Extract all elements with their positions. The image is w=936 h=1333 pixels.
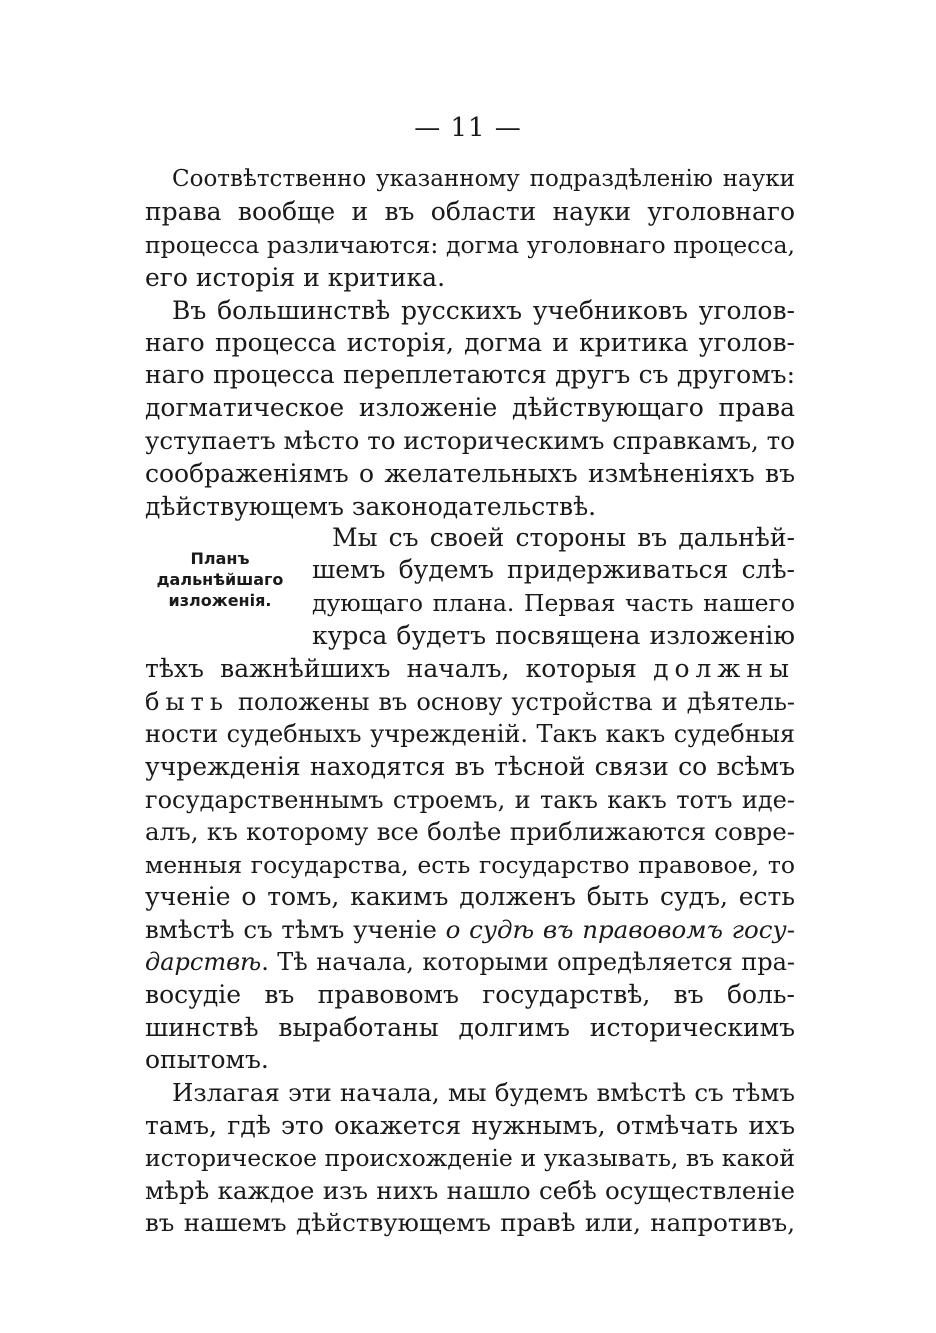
- margin-note-line: изложенія.: [168, 591, 272, 610]
- text-line: его исторія и критика.: [145, 263, 446, 292]
- italic-phrase: дарствѣ: [145, 948, 262, 976]
- text-line: [145, 946, 795, 978]
- margin-note-line: дальнѣйшаго: [156, 570, 284, 589]
- text-line: догматическое изложеніе дѣйствующаго права: [145, 393, 795, 422]
- text-line: уступаетъ мѣсто то историческимъ справкамъ, то: [145, 426, 795, 455]
- text-run: тѣхъ важнѣйшихъ началъ, которыя: [145, 654, 654, 683]
- italic-phrase: о судѣ въ правовомъ госу-: [445, 915, 795, 944]
- text-line: курса будетъ посвящена изложенію: [312, 621, 795, 650]
- text-line: [145, 686, 795, 718]
- text-line: учрежденія находятся въ тѣсной связи со всѣмъ: [145, 752, 795, 781]
- text-line: Мы съ своей стороны въ дальнѣй-: [332, 523, 795, 552]
- text-line: ученіе о томъ, какимъ долженъ быть судъ, есть: [145, 882, 795, 911]
- page-number: — 11 —: [414, 113, 522, 143]
- text-line: [145, 914, 795, 946]
- text-line: шемъ будемъ придерживаться слѣ-: [312, 555, 795, 584]
- text-line: дѣйствующемъ законодательствѣ.: [145, 492, 597, 521]
- text-line: алъ, къ которому все болѣе приближаются совре-: [145, 817, 795, 846]
- text-line: шинствѣ выработаны долгимъ историческимъ: [145, 1013, 795, 1042]
- text-line: государственнымъ строемъ, и такъ какъ тотъ иде-: [145, 786, 795, 814]
- text-line: менныя государства, есть государство правовое, то: [145, 851, 795, 879]
- text-line: права вообще и въ области науки уголовнаго: [145, 197, 795, 226]
- margin-note: [140, 548, 300, 611]
- text-line: наго процесса исторія, догма и критика уголов-: [145, 328, 795, 357]
- text-line: восудіе въ правовомъ государствѣ, въ боль-: [145, 980, 795, 1009]
- text-line: соображеніямъ о желательныхъ измѣненіяхъ въ: [145, 459, 795, 488]
- text-run: вмѣстѣ съ тѣмъ ученіе: [145, 915, 446, 944]
- text-line: историческое происхожденіе и указывать, въ какой: [145, 1144, 795, 1172]
- text-line: Соотвѣтственно указанному подраздѣленію науки: [172, 166, 795, 192]
- spaced-word: быть: [145, 688, 229, 716]
- text-line: процесса различаются: догма уголовнаго процесса,: [145, 231, 795, 259]
- text-line: Въ большинствѣ русскихъ учебниковъ уголов-: [172, 296, 795, 325]
- text-line: дующаго плана. Первая часть нашего: [312, 589, 795, 617]
- text-line: опытомъ.: [145, 1045, 269, 1074]
- text-line: Излагая эти начала, мы будемъ вмѣстѣ съ тѣмъ: [172, 1078, 795, 1107]
- text-run: . Тѣ начала, которыми опредѣляется пра-: [261, 948, 795, 976]
- text-line: въ нашемъ дѣйствующемъ правѣ или, напротивъ,: [145, 1208, 795, 1237]
- text-run: положены въ основу устройства и дѣятель-: [228, 688, 795, 716]
- margin-note-line: Планъ: [190, 549, 250, 568]
- spaced-word: должны: [653, 654, 795, 683]
- text-line: ности судебныхъ учрежденій. Такъ какъ судебныя: [145, 720, 795, 748]
- text-line: тамъ, гдѣ это окажется нужнымъ, отмѣчать ихъ: [145, 1111, 795, 1140]
- text-line: мѣрѣ каждое изъ нихъ нашло себѣ осуществленіе: [145, 1176, 795, 1205]
- text-line: [145, 653, 795, 685]
- text-line: наго процесса переплетаются другъ съ другомъ:: [145, 360, 795, 389]
